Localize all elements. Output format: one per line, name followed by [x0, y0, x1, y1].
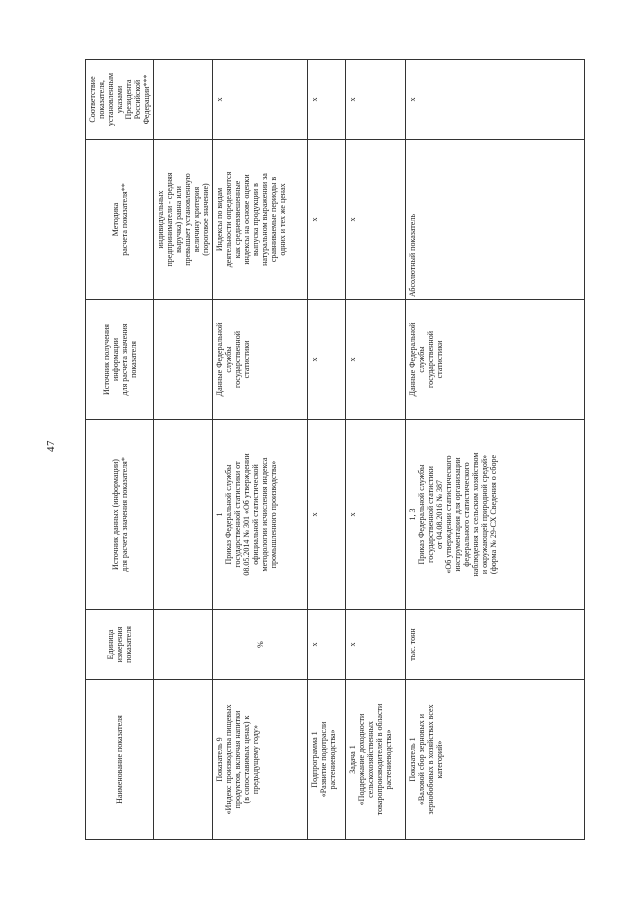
cell-name: Показатель 1 «Валовой сбор зерновых и зернобобовых в хозяйствах всех категорий» [406, 680, 585, 840]
header-match: Соответствие показателя, установленным указами Президента Российской Федерации*** [86, 60, 154, 140]
table-row [154, 60, 213, 840]
cell-source: x [308, 420, 346, 610]
cell-source: x [346, 420, 406, 610]
header-source: Источник данных (информации) для расчета значения показателя* [86, 420, 154, 610]
table-row [213, 60, 308, 840]
cell-info: x [346, 300, 406, 420]
cell-source [154, 420, 213, 610]
header-unit: Единица измерения показателя [86, 610, 154, 680]
cell-unit: % [213, 610, 308, 680]
cell-match: x [406, 60, 585, 140]
cell-match: x [346, 60, 406, 140]
header-method: Методика расчета показателя** [86, 140, 154, 300]
page-number: 47 [45, 440, 57, 452]
cell-unit: тыс. тонн [406, 610, 585, 680]
cell-match [154, 60, 213, 140]
cell-source: 1, 3 Приказ Федеральной службы государственной статистики от 04.08.2016 № 387 «Об утверждении статистического инструментария для организации федерального статистического наблюдения за сельским хозяйством и окружающей природной средой» (форма № 29-СХ Сведения о сборе [406, 420, 585, 610]
cell-name: Показатель 9 «Индекс производства пищевых продуктов, включая напитки (в сопоставимых ценах) к предыдущему году» [213, 680, 308, 840]
cell-info: Данные Федеральной службы государственной статистики [406, 300, 585, 420]
indicators-table [85, 59, 585, 840]
cell-info: Данные Федеральной службы государственной статистики [213, 300, 308, 420]
cell-method: x [346, 140, 406, 300]
cell-unit: x [346, 610, 406, 680]
cell-source: 1 Приказ Федеральной службы государственной статистики от 08.05.2014 № 301 «Об утверждении официальной статистической методологии исчисления индекса промышленного производства» [213, 420, 308, 610]
cell-name [154, 680, 213, 840]
rotated-table-container [85, 60, 585, 840]
header-name: Наименование показателя [86, 680, 154, 840]
table-row [346, 60, 406, 840]
cell-method: Абсолютный показатель [406, 140, 585, 300]
header-info: Источник получения информации для расчета значения показателя [86, 300, 154, 420]
cell-name: Подпрограмма 1 «Развитие подотрасли растениеводства» [308, 680, 346, 840]
cell-match: x [308, 60, 346, 140]
table-row [406, 60, 585, 840]
cell-match: x [213, 60, 308, 140]
cell-unit: x [308, 610, 346, 680]
cell-unit [154, 610, 213, 680]
table-row [308, 60, 346, 840]
cell-method: индивидуальных предприниматели - средняя выручка) равна или превышает установленную величину критерия (пороговое значение) [154, 140, 213, 300]
cell-info: x [308, 300, 346, 420]
cell-method: Индексы по видам деятельности определяются как средневзвешенные индексы на основе оценки выпуска продукции в натуральном выражении за сравниваемые периоды в одних и тех же ценах [213, 140, 308, 300]
table-header-row [86, 60, 154, 840]
cell-name: Задача 1 «Поддержание доходности сельскохозяйственных товаропроизводителей в области растениеводства» [346, 680, 406, 840]
cell-info [154, 300, 213, 420]
cell-method: x [308, 140, 346, 300]
